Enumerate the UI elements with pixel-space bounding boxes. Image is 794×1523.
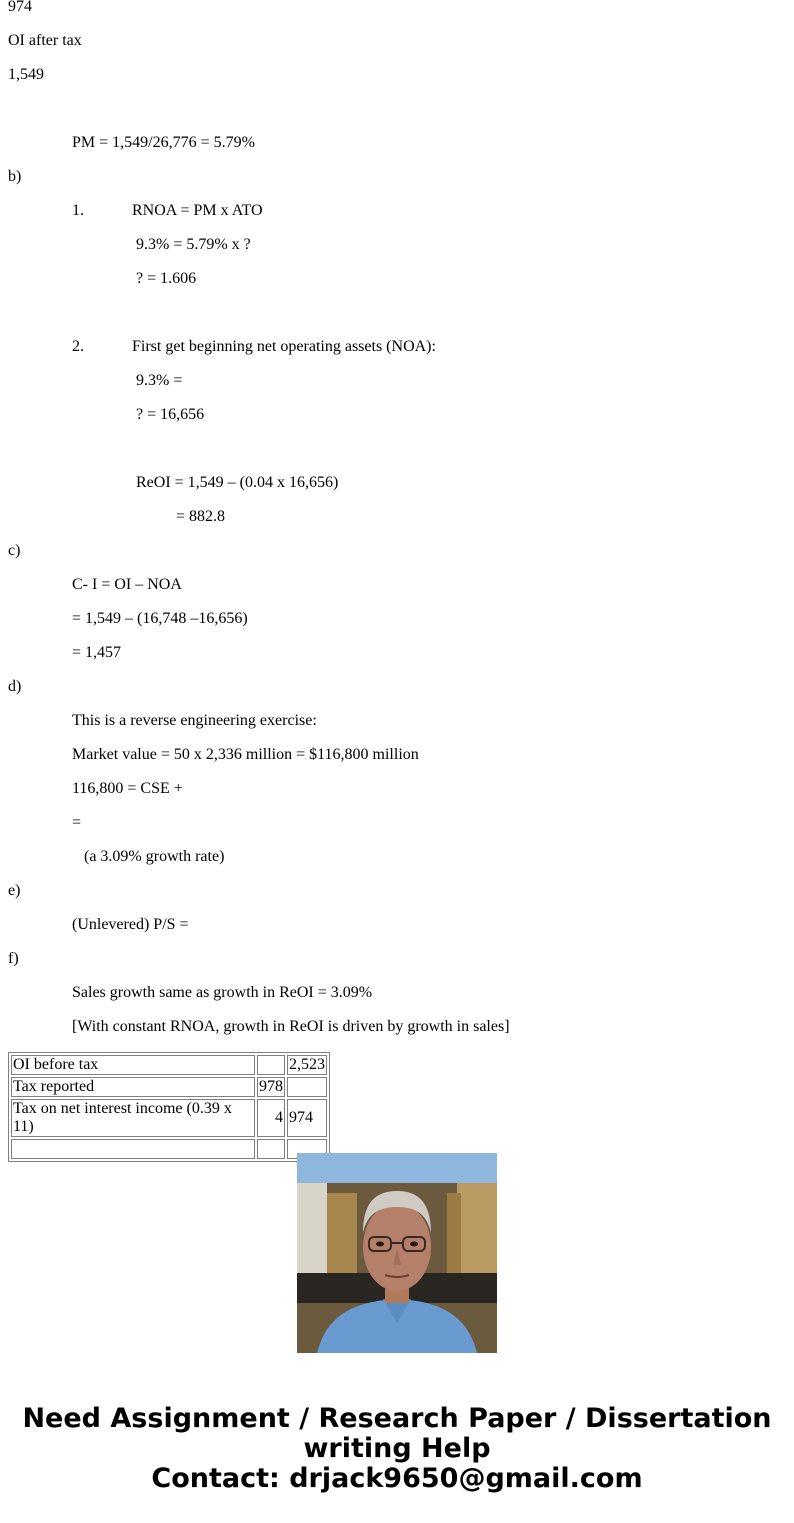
text-line: ? = 1.606 [136, 270, 197, 287]
text-line: (Unlevered) P/S = [72, 916, 189, 933]
section-label: f) [8, 950, 19, 967]
text-line: [With constant RNOA, growth in ReOI is driven by growth in sales] [72, 1018, 510, 1035]
section-label: e) [8, 882, 21, 899]
text-line: = [72, 814, 82, 831]
table-row [11, 1139, 327, 1159]
table-cell: 4 [257, 1099, 285, 1137]
text-line: = 1,549 – (16,748 –16,656) [72, 610, 248, 627]
text-line: This is a reverse engineering exercise: [72, 712, 317, 729]
list-number: 1. [72, 202, 84, 219]
text-line: Market value = 50 x 2,336 million = $116,800 million [72, 746, 419, 763]
table-cell [11, 1139, 255, 1159]
table-cell-label: OI before tax [11, 1055, 255, 1075]
text-line: 9.3% = 5.79% x ? [136, 236, 251, 253]
text-line: = 1,457 [72, 644, 122, 661]
tax-table [8, 1052, 330, 1162]
table-row [11, 1099, 327, 1137]
text-line: ? = 16,656 [136, 406, 205, 423]
text-line: 974 [8, 0, 32, 15]
text-line: Sales growth same as growth in ReOI = 3.09% [72, 984, 373, 1001]
text-line: (a 3.09% growth rate) [84, 848, 225, 865]
section-label: b) [8, 168, 22, 185]
table-cell [257, 1055, 285, 1075]
avatar [297, 1153, 497, 1353]
banner-line: Need Assignment / Research Paper / Dissertation [22, 1403, 772, 1434]
section-label: c) [8, 542, 21, 559]
text-line: = 882.8 [176, 508, 226, 525]
table-cell: 2,523 [289, 1056, 325, 1073]
section-label: d) [8, 678, 22, 695]
text-line: OI after tax [8, 32, 82, 49]
table-cell [287, 1077, 327, 1097]
tax-table-container [0, 1052, 340, 1135]
person-portrait-icon [297, 1153, 497, 1353]
table-row [11, 1055, 327, 1075]
banner-line: writing Help [303, 1433, 491, 1464]
list-number: 2. [72, 338, 84, 355]
table-cell-label: Tax on net interest income (0.39 x 11) [11, 1099, 255, 1137]
table-cell-label: Tax reported [11, 1077, 255, 1097]
table-cell: 974 [287, 1099, 327, 1137]
table-cell [257, 1139, 285, 1159]
text-line: 1,549 [8, 66, 44, 83]
contact-line: Contact: drjack9650@gmail.com [151, 1463, 643, 1494]
text-line: First get beginning net operating assets (NOA): [132, 338, 436, 355]
text-line: 9.3% = [136, 372, 183, 389]
table-cell: 978 [259, 1078, 283, 1095]
text-line: PM = 1,549/26,776 = 5.79% [72, 134, 255, 151]
text-line: RNOA = PM x ATO [132, 202, 263, 219]
text-line: ReOI = 1,549 – (0.04 x 16,656) [136, 474, 339, 491]
text-line: C- I = OI – NOA [72, 576, 182, 593]
text-line: 116,800 = CSE + [72, 780, 183, 797]
table-row [11, 1077, 327, 1097]
